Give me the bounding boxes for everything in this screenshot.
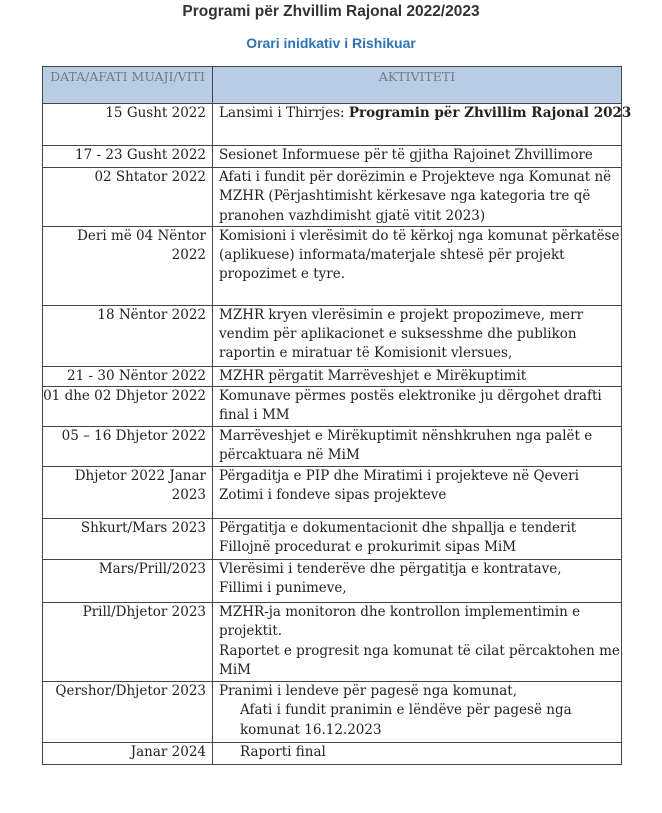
activity-line: Komisioni i vlerësimit do të kërkoj nga komunat përkatëse	[219, 227, 620, 244]
schedule-table	[42, 66, 632, 765]
activity-line: MZHR (Përjashtimisht kërkesave nga kategoria tre që	[219, 188, 591, 205]
table-row	[43, 467, 622, 519]
row-date: Shkurt/Mars 2023	[43, 519, 213, 560]
activity-line: final i MM	[219, 407, 290, 424]
table-header-row	[43, 67, 622, 104]
table-row	[43, 743, 622, 765]
table-row	[43, 104, 622, 146]
table-row	[43, 682, 622, 743]
activity-line: (aplikuese) informata/materjale shtesë për projekt	[219, 247, 565, 264]
row-activity	[213, 519, 622, 560]
row-activity	[213, 366, 622, 386]
activity-line: Zotimi i fondeve sipas projekteve	[219, 487, 447, 504]
row-date: Mars/Prill/2023	[43, 560, 213, 603]
activity-line: pranohen vazhdimisht gjatë vitit 2023)	[219, 207, 486, 224]
activity-line: vendim për aplikacionet e suksesshme dhe publikon	[219, 326, 577, 343]
activity-line: Përgaditja e PIP dhe Miratimi i projekteve në Qeveri	[219, 468, 579, 485]
activity-line: Pranimi i lendeve për pagesë nga komunat,	[219, 683, 518, 700]
row-date: 02 Shtator 2022	[43, 168, 213, 227]
table-row	[43, 387, 622, 427]
activity-line: MZHR përgatit Marrëveshjet e Mirëkuptimit	[219, 367, 527, 384]
row-date: 15 Gusht 2022	[43, 104, 213, 146]
row-date: Dhjetor 2022 Janar 2023	[43, 467, 213, 519]
table-row	[43, 519, 622, 560]
row-activity	[213, 743, 622, 765]
activity-prefix: Lansimi i Thirrjes:	[219, 105, 349, 121]
row-date: 05 – 16 Dhjetor 2022	[43, 427, 213, 467]
program-name-bold: Programin për Zhvillim Rajonal 2023	[348, 105, 632, 121]
row-activity	[213, 467, 622, 519]
row-date: 17 - 23 Gusht 2022	[43, 146, 213, 168]
activity-line: MZHR kryen vlerësimin e projekt propozimeve, merr	[219, 306, 584, 323]
row-activity	[213, 682, 622, 743]
activity-line: raportin e miratuar të Komisionit vlersues,	[219, 345, 513, 362]
header-date: DATA/AFATI MUAJI/VITI	[43, 67, 213, 104]
table-row	[43, 168, 622, 227]
activity-line: Afati i fundit për dorëzimin e Projekteve nga Komunat në	[219, 169, 612, 185]
row-date: 01 dhe 02 Dhjetor 2022	[43, 387, 213, 427]
activity-line: MZHR-ja monitoron dhe kontrollon implementimin e	[219, 604, 581, 621]
activity-line: përcaktuara në MiM	[219, 447, 360, 464]
row-date: 18 Nëntor 2022	[43, 305, 213, 366]
activity-line: Vlerësimi i tenderëve dhe përgatitja e kontratave,	[219, 561, 562, 578]
table-row	[43, 427, 622, 467]
row-activity	[213, 168, 622, 227]
row-date: Deri më 04 Nëntor 2022	[43, 226, 213, 305]
table-row	[43, 560, 622, 603]
page-subtitle: Orari inidkativ i Rishikuar	[246, 35, 416, 51]
activity-line: projektit.	[219, 623, 283, 640]
header-activity: AKTIVITETI	[213, 67, 622, 104]
row-activity	[213, 387, 622, 427]
activity-line: MiM	[219, 662, 251, 679]
activity-line-indented: Afati i fundit pranimin e lëndëve për pagesë nga	[240, 702, 572, 719]
row-activity	[213, 305, 622, 366]
row-activity	[213, 104, 632, 146]
activity-line: Sesionet Informuese për të gjitha Rajoinet Zhvillimore	[219, 147, 593, 163]
activity-line: Përgatitja e dokumentacionit dhe shpallja e tenderit	[219, 520, 577, 537]
table-row	[43, 146, 622, 168]
row-activity	[213, 226, 622, 305]
activity-line	[219, 104, 632, 123]
activity-line: Fillimi i punimeve,	[219, 580, 347, 597]
table-row	[43, 305, 622, 366]
row-activity	[213, 427, 622, 467]
activity-line: propozimet e tyre.	[219, 266, 345, 283]
row-date: 21 - 30 Nëntor 2022	[43, 366, 213, 386]
row-activity	[213, 603, 622, 682]
activity-line: Fillojnë procedurat e prokurimit sipas MiM	[219, 539, 517, 556]
row-activity	[213, 560, 622, 603]
activity-line: Marrëveshjet e Mirëkuptimit nënshkruhen nga palët e	[219, 428, 593, 445]
row-date: Janar 2024	[43, 743, 213, 765]
row-date: Prill/Dhjetor 2023	[43, 603, 213, 682]
table-row	[43, 366, 622, 386]
activity-line-indented: Raporti final	[240, 744, 326, 761]
table-row	[43, 226, 622, 305]
activity-line-indented: komunat 16.12.2023	[240, 721, 382, 738]
table-row	[43, 603, 622, 682]
row-date: Qershor/Dhjetor 2023	[43, 682, 213, 743]
activity-line: Raportet e progresit nga komunat të cilat përcaktohen me	[219, 642, 620, 659]
page-title: Programi për Zhvillim Rajonal 2022/2023	[182, 3, 480, 20]
row-activity	[213, 146, 622, 168]
activity-line: Komunave përmes postës elektronike ju dërgohet drafti	[219, 388, 602, 405]
